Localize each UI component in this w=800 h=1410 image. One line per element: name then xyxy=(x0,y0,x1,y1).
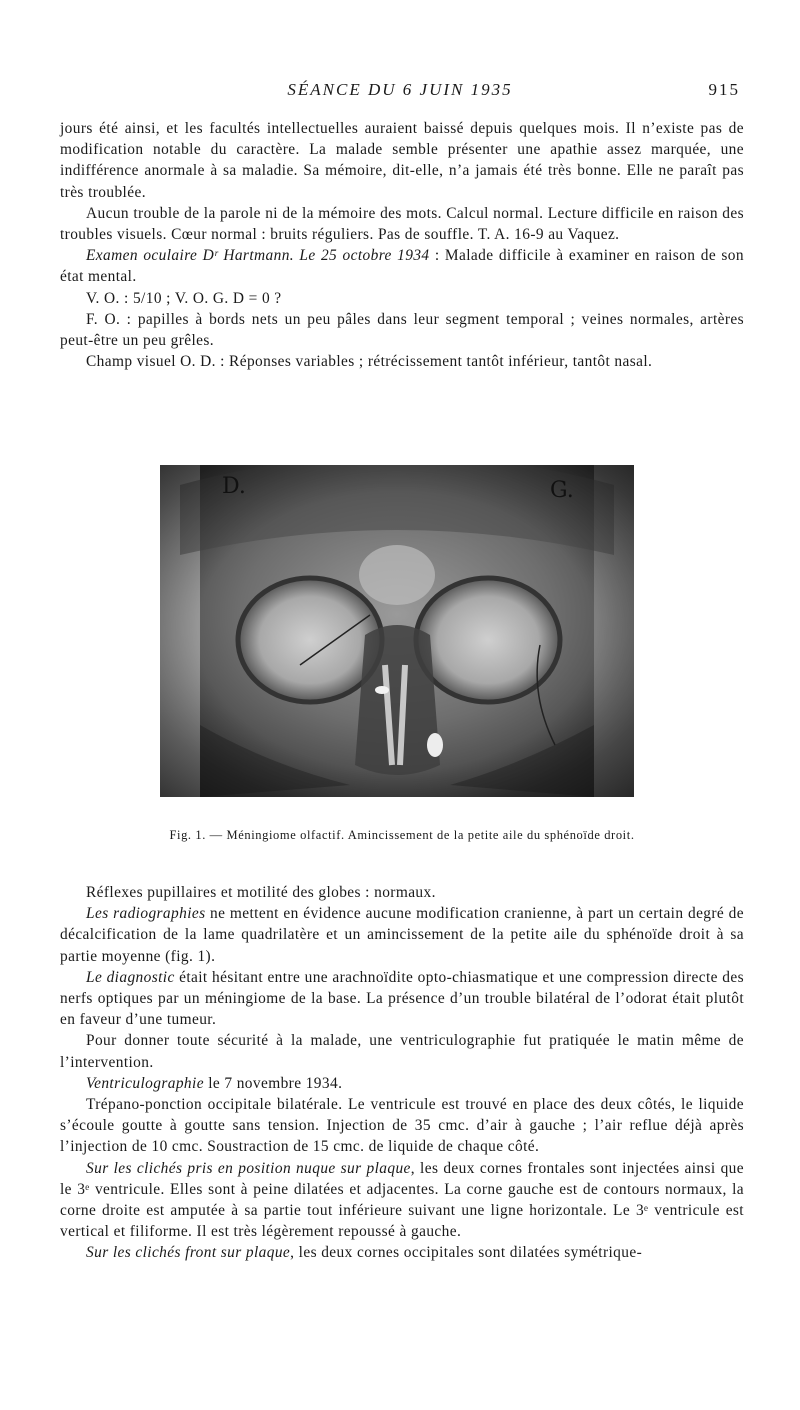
paragraph xyxy=(60,1158,744,1243)
paragraph xyxy=(60,1073,744,1094)
italic-heading: Sur les clichés front sur plaque xyxy=(86,1244,291,1262)
running-title: SÉANCE DU 6 JUIN 1935 xyxy=(287,80,513,99)
page-number: 915 xyxy=(708,80,740,99)
paragraph: F. O. : papilles à bords nets un peu pâles dans leur segment temporal ; veines normales, artères peut-être un peu grêles. xyxy=(60,310,744,350)
paragraph-text: le 7 novembre 1934. xyxy=(203,1074,343,1092)
figure-caption: Fig. 1. — Méningiome olfactif. Amincissement de la petite aile du sphénoïde droit. xyxy=(169,828,635,842)
paragraph: V. O. : 5/10 ; V. O. G. D = 0 ? xyxy=(86,289,282,307)
radiograph-image xyxy=(160,465,634,797)
text-block-bottom xyxy=(60,882,744,1264)
italic-heading: Ventriculographie xyxy=(86,1074,204,1092)
paragraph: Pour donner toute sécurité à la malade, une ventriculographie fut pratiquée le matin même de l’intervention. xyxy=(60,1032,744,1071)
paragraph xyxy=(60,967,744,1031)
paragraph xyxy=(60,245,744,287)
paragraph-text: ne mettent en évidence aucune modification cranienne, à part un certain degré de décalcification de la lame quadrilatère et un amincissement de la petite aile du sphénoïde droit à sa partie moyenne (fig. 1). xyxy=(60,905,745,965)
radiograph-figure xyxy=(160,465,634,797)
text-block-top xyxy=(60,118,744,372)
running-header xyxy=(60,80,740,104)
italic-heading: Examen oculaire Dʳ Hartmann. Le 25 octobre 1934 xyxy=(86,247,430,265)
paragraph: Trépano-ponction occipitale bilatérale. Le ventricule est trouvé en place des deux côtés, le liquide s’écoule goutte à goutte sans tension. Injection de 35 cmc. d’air à gauche ; l’air reflue déjà après l’injection de 10 cmc. Soustraction de 15 cmc. de liquide de chaque côté. xyxy=(60,1096,744,1156)
paragraph-text: , les deux cornes frontales sont injectées ainsi que le 3ᵉ ventricule. Elles sont à peine dilatées et adjacentes. La corne gauche est de contours normaux, la corne droite est amputée à sa partie tout inférieure suivant une ligne horizontale. Le 3ᵉ ventricule est vertical et filiforme. Il est très légèrement repoussé à gauche. xyxy=(60,1159,744,1241)
paragraph: Champ visuel O. D. : Réponses variables ; rétrécissement tantôt inférieur, tantôt nasal. xyxy=(86,353,653,371)
paragraph-text: : Malade difficile à examiner en raison de son état mental. xyxy=(60,247,744,286)
paragraph: Réflexes pupillaires et motilité des globes : normaux. xyxy=(86,884,436,901)
paragraph-text: , les deux cornes occipitales sont dilatées symétrique- xyxy=(290,1244,643,1262)
italic-heading: Les radiographies xyxy=(86,905,206,923)
italic-heading: Le diagnostic xyxy=(86,968,175,986)
paragraph xyxy=(60,1242,744,1263)
radiograph-label-left: D. xyxy=(222,474,246,499)
radiograph-label-right: G. xyxy=(550,478,574,503)
paragraph xyxy=(60,903,744,967)
italic-heading: Sur les clichés pris en position nuque sur plaque xyxy=(86,1159,411,1177)
paragraph-text: était hésitant entre une arachnoïdite opto-chiasmatique et une compression directe des nerfs optiques par un méningiome de la base. La présence d’un trouble bilatéral de l’odorat était plutôt en faveur d’une tumeur. xyxy=(60,968,744,1029)
paragraph: jours été ainsi, et les facultés intellectuelles auraient baissé depuis quelques mois. Il n’existe pas de modification notable du caractère. La malade semble présenter une apathie assez marquée, une indifférence anormale à sa maladie. Sa mémoire, dit-elle, n’a jamais été très bonne. Elle ne paraît pas très troublée. xyxy=(60,120,744,201)
paragraph: Aucun trouble de la parole ni de la mémoire des mots. Calcul normal. Lecture difficile en raison des troubles visuels. Cœur normal : bruits réguliers. Pas de souffle. T. A. 16-9 au Vaquez. xyxy=(60,204,744,244)
